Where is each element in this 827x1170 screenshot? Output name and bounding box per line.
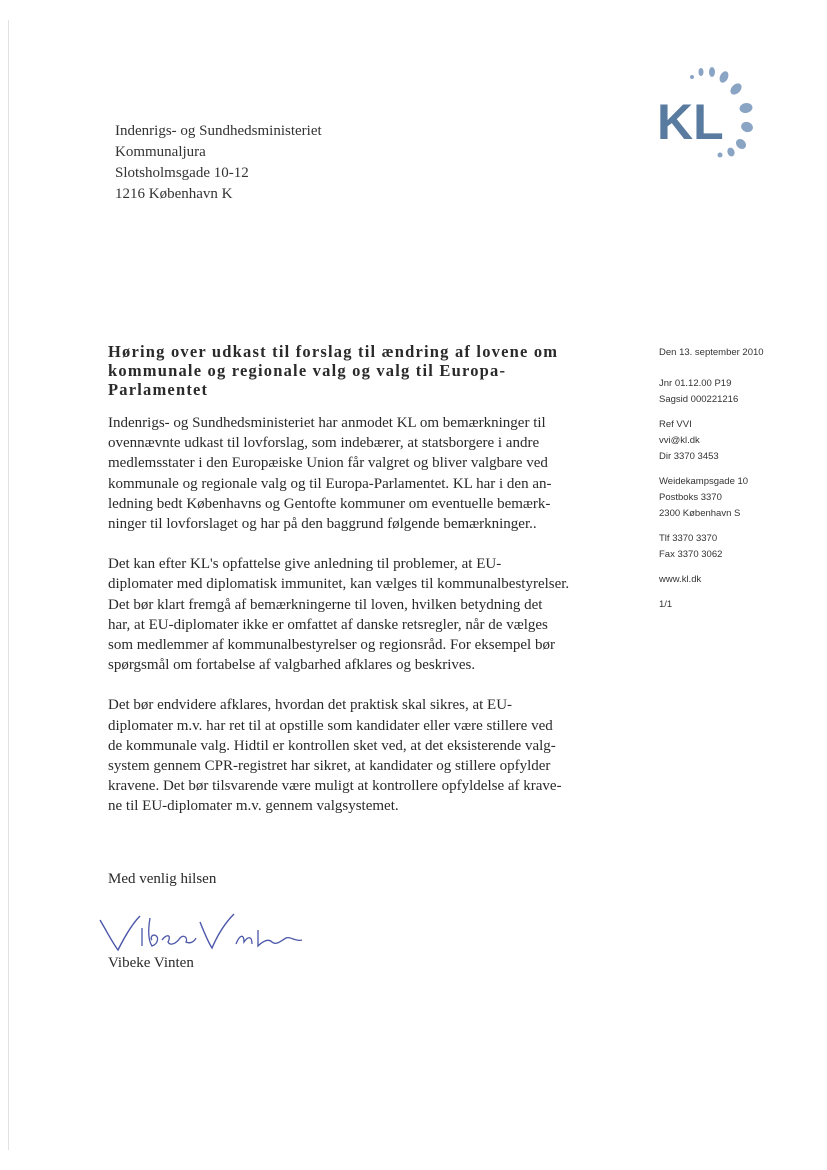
postbox: Postboks 3370: [659, 492, 722, 503]
subject-line: Parlamentet: [108, 380, 209, 399]
body-line: Det kan efter KL's opfattelse give anledning til problemer, at EU-: [108, 556, 502, 573]
kl-logo-text: KL: [657, 94, 724, 150]
letter-body: [108, 413, 628, 837]
page-edge: [8, 20, 9, 1150]
body-line: Det bør klart fremgå af bemærkningerne til loven, hvilken betydning det: [108, 596, 543, 613]
recipient-address: [115, 121, 322, 205]
case-id: Sagsid 000221216: [659, 394, 739, 405]
reference: Ref VVI: [659, 419, 692, 430]
body-line: ledning bedt Københavns og Gentofte kommuner om eventuelle bemærk-: [108, 495, 551, 512]
recipient-line: Kommunaljura: [115, 144, 206, 160]
recipient-line: Slotsholmsgade 10-12: [115, 165, 249, 181]
sender-info-sidebar: [659, 345, 819, 613]
body-line: ne til EU-diplomater m.v. gennem valgsystemet.: [108, 798, 399, 815]
fax: Fax 3370 3062: [659, 549, 723, 560]
body-paragraph: [108, 695, 628, 816]
recipient-line: 1216 København K: [115, 186, 233, 202]
kl-logo: [655, 62, 765, 162]
signer-name: Vibeke Vinten: [108, 955, 194, 971]
website: www.kl.dk: [659, 574, 702, 585]
body-line: kommunale og regionale valg og til Europa-Parlamentet. KL har i den an-: [108, 475, 552, 492]
handwritten-signature: [96, 908, 306, 958]
body-line: diplomater med diplomatisk immunitet, kan vælges til kommunalbestyrelser.: [108, 576, 570, 593]
street-address: Weidekampsgade 10: [659, 476, 749, 487]
body-line: system gennem CPR-registret har sikret, at kandidater og stillere opfylder: [108, 758, 551, 775]
body-line: de kommunale valg. Hidtil er kontrollen sket ved, at det eksisterende valg-: [108, 737, 556, 754]
page-number: 1/1: [659, 599, 673, 610]
recipient-line: Indenrigs- og Sundhedsministeriet: [115, 123, 322, 139]
body-line: medlemsstater i den Europæiske Union får valgret og bliver valgbare ved: [108, 455, 548, 472]
subject-line: kommunale og regionale valg og valg til Europa-: [108, 361, 507, 380]
body-line: spørgsmål om fortabelse af valgbarhed afklares og beskrives.: [108, 657, 476, 674]
journal-number: Jnr 01.12.00 P19: [659, 378, 732, 389]
body-line: Indenrigs- og Sundhedsministeriet har anmodet KL om bemærkninger til: [108, 415, 546, 431]
body-line: har, at EU-diplomater ikke er omfattet af danske retsregler, når de vælges: [108, 616, 548, 633]
direct-phone: Dir 3370 3453: [659, 451, 719, 462]
letter-subject: [108, 342, 618, 399]
body-line: ninger til lovforslaget og har på den baggrund følgende bemærkninger..: [108, 516, 537, 533]
body-line: som medlemmer af kommunalbestyrelser og regionsråd. For eksempel bør: [108, 637, 555, 654]
body-line: kravene. Det bør tilsvarende være muligt at kontrollere opfyldelse af krave-: [108, 778, 562, 795]
letter-date: Den 13. september 2010: [659, 347, 764, 358]
phone: Tlf 3370 3370: [659, 533, 718, 544]
body-line: diplomater m.v. har ret til at opstille som kandidater eller være stillere ved: [108, 717, 553, 734]
subject-line: Høring over udkast til forslag til ændring af lovene om: [108, 342, 559, 361]
email-address: vvi@kl.dk: [659, 435, 700, 446]
closing-greeting: Med venlig hilsen: [108, 871, 217, 887]
postal-city: 2300 København S: [659, 508, 741, 519]
body-line: ovennævnte udkast til lovforslag, som indebærer, at statsborgere i andre: [108, 435, 540, 452]
body-paragraph: [108, 554, 628, 675]
body-paragraph: [108, 413, 628, 534]
body-line: Det bør endvidere afklares, hvordan det praktisk skal sikres, at EU-: [108, 697, 513, 714]
